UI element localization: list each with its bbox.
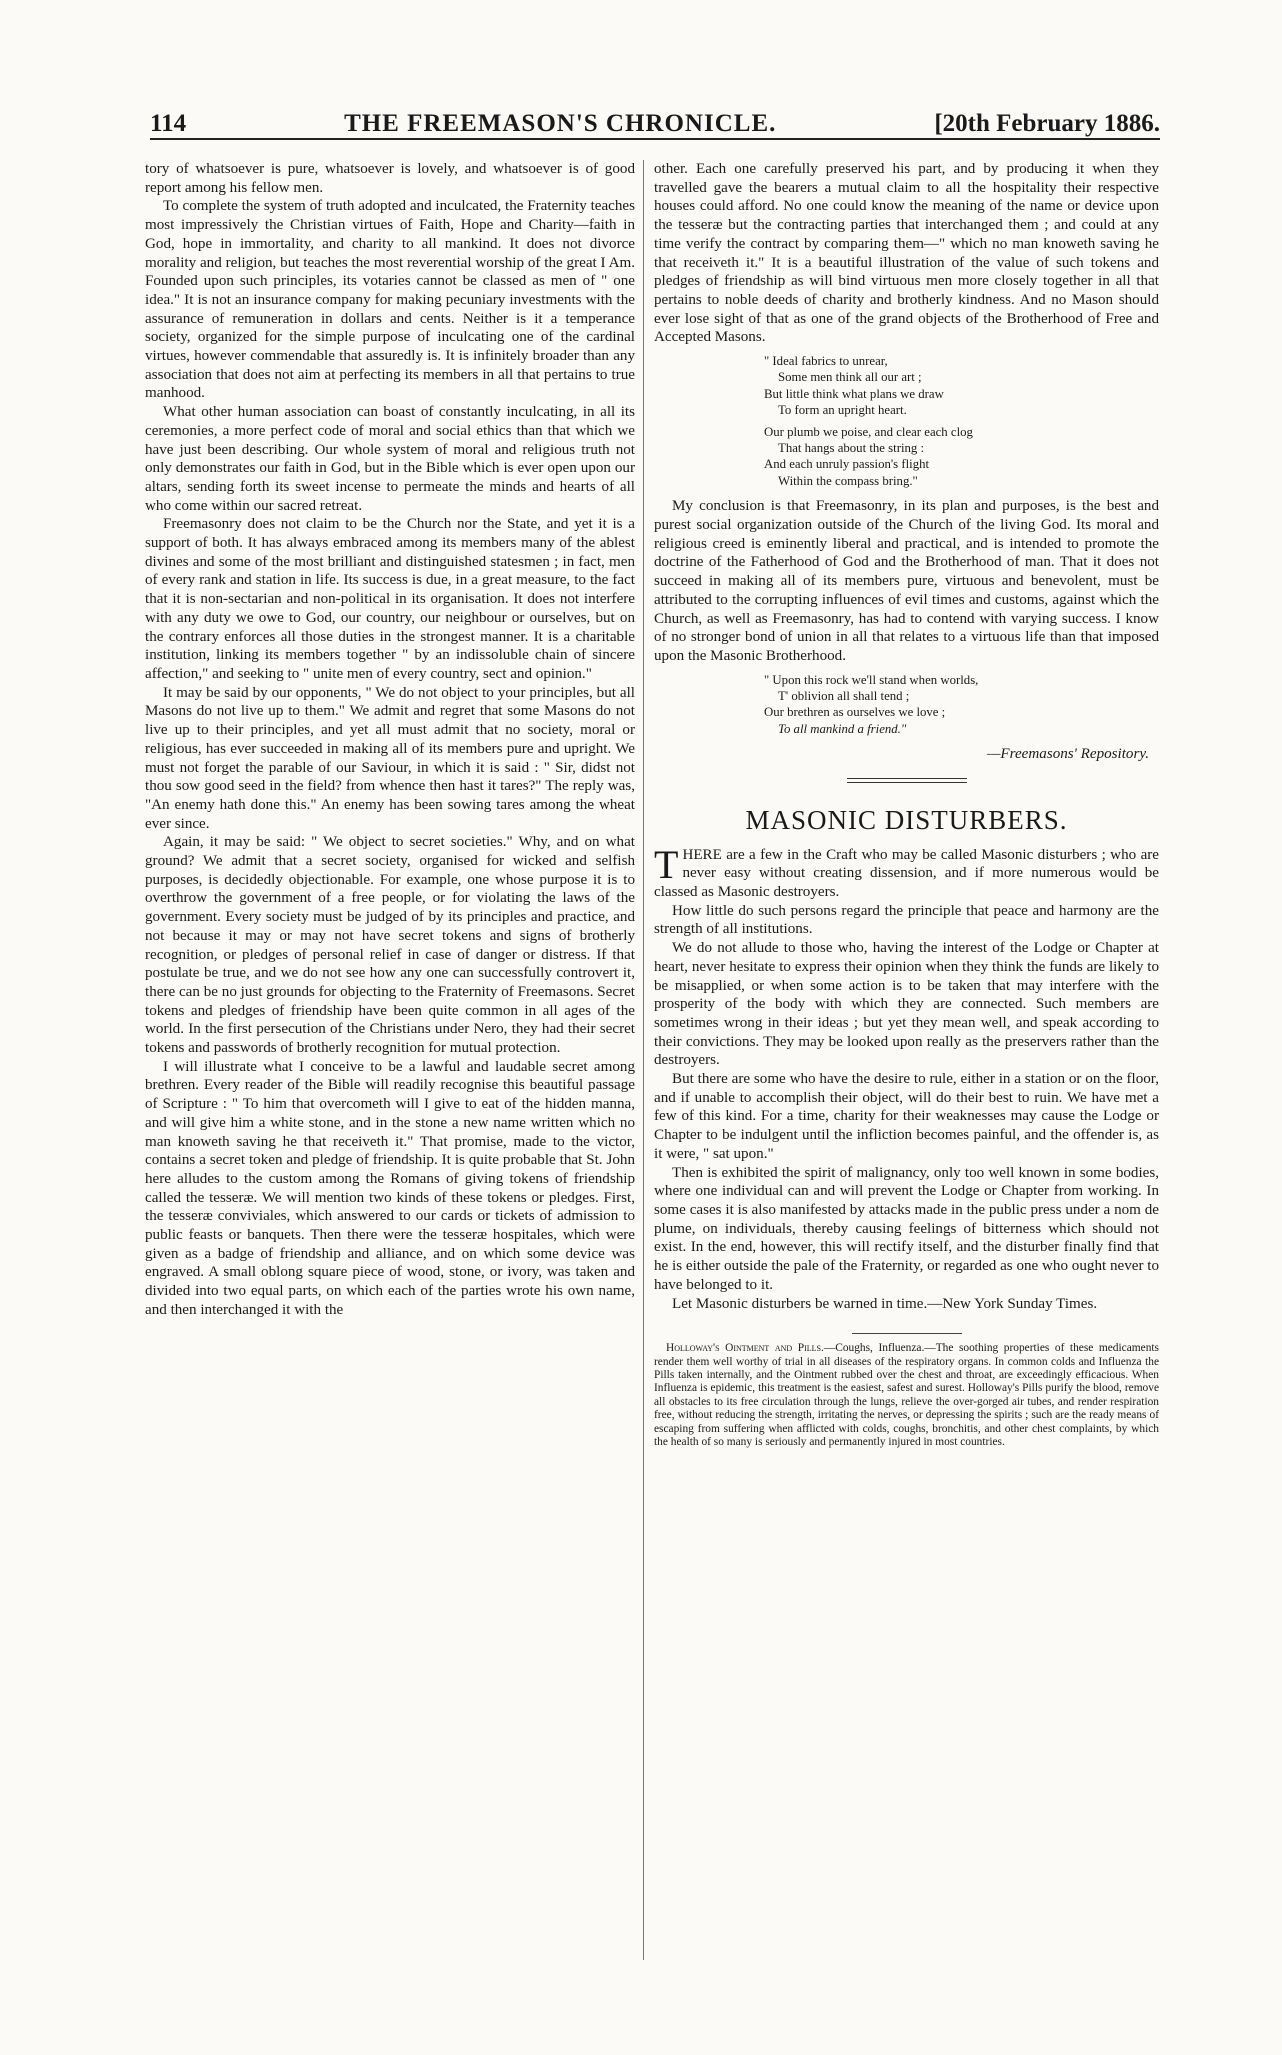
attribution: —Freemasons' Repository. [987, 746, 1149, 763]
verse-line: Some men think all our art ; [778, 370, 922, 385]
paragraph: Then is exhibited the spirit of malignancy, only too well known in some bodies, where one individual can and will prevent the Lodge or Chapter from working. In some cases it is also manifested by attacks made in the public press under a nom de plume, on individuals, thereby causing feelings of bitterness which should not exist. In the end, however, this will rectify itself, and the disturber finally find that he is either outside the pale of the Fraternity, or regarded as one who ought never to have belonged to it. [654, 1164, 1159, 1293]
verse-line: Our plumb we poise, and clear each clog [764, 424, 973, 439]
column-divider [643, 160, 644, 1960]
verse-block [654, 353, 1159, 489]
stanza [764, 424, 1159, 490]
masthead [150, 104, 1160, 140]
paragraph: We do not allude to those who, having the interest of the Lodge or Chapter at heart, never hesitate to express their opinion when they think the funds are likely to be misapplied, or when some action is to be taken that may interfere with the prosperity of the body with which they are connected. Such members are sometimes wrong in their ideas ; but yet they mean well, and speak according to their convictions. They may be looked upon really as the preservers rather than the destroyers. [654, 940, 1159, 1069]
verse-line: " Ideal fabrics to unrear, [764, 354, 888, 369]
section-rule [847, 778, 967, 783]
verse-line: That hangs about the string : [778, 441, 925, 456]
left-column [145, 160, 635, 1320]
right-column [654, 160, 1159, 1449]
paragraph: How little do such persons regard the principle that peace and harmony are the strength of all institutions. [654, 902, 1159, 938]
paragraph: I will illustrate what I conceive to be a lawful and laudable secret among brethren. Every reader of the Bible will readily recognise this beautiful passage of Scripture : " To him that overcometh will I give to eat of the hidden manna, and will give him a white stone, and in the stone a new name written which no man knoweth saving he that receiveth it." That promise, made to the victor, contains a secret token and pledge of friendship. It is quite probable that St. John here alludes to the custom among the Romans of giving tokens of friendship called the tesseræ. We will mention two kinds of these tokens or pledges. First, the tesseræ conviviales, which answered to our cards or tickets of admission to public feasts or banquets. Then there were the tesseræ hospitales, which were given as a badge of friendship and alliance, and on which some device was engraved. A small oblong square piece of wood, stone, or ivory, was taken and divided into two equal parts, on which each of the parties wrote his own name, and then interchanged it with the [145, 1058, 635, 1318]
verse-line: Within the compass bring." [778, 473, 918, 488]
advert-lead: Holloway's Ointment and Pills. [666, 1342, 824, 1355]
paragraph: Let Masonic disturbers be warned in time.—New York Sunday Times. [672, 1295, 1098, 1312]
advert-text: —Coughs, Influenza.—The soothing properties of these medicaments render them well worthy of trial in all diseases of the respiratory organs. In common colds and Influenza the Pills taken internally, and the Ointment rubbed over the chest and throat, are exceedingly efficacious. When Influenza is epidemic, this treatment is the easiest, safest and surest. Holloway's Pills purify the blood, remove all obstacles to its free circulation through the lungs, relieve the over-gorged air tubes, and render respiration free, without reducing the strength, irritating the nerves, or depressing the spirits ; such are the ready means of escaping from suffering when afflicted with colds, coughs, bronchitis, and other chest complaints, by which the health of so many is seriously and permanently injured in most countries. [654, 1342, 1159, 1449]
paragraph-text: HERE are a few in the Craft who may be called Masonic disturbers ; who are never easy without creating dissension, and if more numerous would be classed as Masonic destroyers. [654, 846, 1159, 901]
verse-line: Our brethren as ourselves we love ; [764, 705, 946, 720]
paragraph: To complete the system of truth adopted and inculcated, the Fraternity teaches most impressively the Christian virtues of Faith, Hope and Charity—faith in God, hope in immortality, and charity to all mankind. It does not divorce morality and religion, but teaches the most reverential worship of the great I Am. Founded upon such principles, its votaries cannot be classed as men of " one idea." It is not an insurance company for making pecuniary investments with the assurance of remuneration in dollars and cents. Neither is it a temperance society, organized for the simple purpose of inculcating one of the cardinal virtues, however commendable that assuredly is. It is infinitely broader than any association that does not aim at perfecting its members in all that pertains to true manhood. [145, 198, 635, 402]
verse-line: " Upon this rock we'll stand when worlds, [764, 672, 979, 687]
verse-line: T' oblivion all shall tend ; [778, 689, 910, 704]
verse-line: To form an upright heart. [778, 403, 907, 418]
stanza [764, 353, 1159, 419]
verse-line: To all mankind a friend." [778, 721, 907, 736]
issue-date: [20th February 1886. [934, 110, 1160, 137]
advert-rule [852, 1333, 962, 1334]
paragraph: Again, it may be said: " We object to secret societies." Why, and on what ground? We admit that a secret society, organised for wicked and selfish purposes, is decidedly objectionable. For example, one whose purpose it is to overthrow the government of a free people, or for violating the laws of the government. Every society must be judged of by its principles and practice, and not because it may or may not have secret tokens and signs of brotherly recognition, or pledges of personal relief in case of danger or distress. If that postulate be true, and we do not see how any one can successfully controvert it, there can be no just grounds for objecting to the Fraternity of Freemasons. Secret tokens and pledges of friendship have been quite common in all ages of the world. In the first persecution of the Christians under Nero, they had their secret tokens and passwords of brotherly recognition for mutual protection. [145, 834, 635, 1057]
paragraph: tory of whatsoever is pure, whatsoever is lovely, and whatsoever is of good report among his fellow men. [145, 161, 635, 196]
paragraph [654, 841, 1159, 902]
paragraph: What other human association can boast of constantly inculcating, in all its ceremonies, a more perfect code of moral and social ethics than that which we have just been describing. Our whole system of moral and religious truth not only demonstrates our faith in God, but in the Bible which is ever open upon our altars, sending forth its sweet incense to permeate the minds and hearts of all who come within our sacred retreat. [145, 404, 635, 514]
verse-line: But little think what plans we draw [764, 386, 944, 401]
section-heading: MASONIC DISTURBERS. [745, 804, 1068, 835]
advertisement [654, 1342, 1159, 1449]
paragraph: My conclusion is that Freemasonry, in its plan and purposes, is the best and purest social organization outside of the Church of the living God. Its moral and religious creed is eminently liberal and practical, and is intended to promote the doctrine of the Fatherhood of God and the Brotherhood of man. That it does not succeed in making all of its members pure, virtuous and benevolent, must be attributed to the corrupting influences of evil times and customs, against which the Church, as well as Freemasonry, has had to contend with varying success. I know of no stronger bond of union in all that relates to a virtuous life than that imposed upon the Masonic Brotherhood. [654, 498, 1159, 664]
drop-cap: T [654, 841, 679, 887]
paragraph: It may be said by our opponents, " We do not object to your principles, but all Masons do not live up to them." We admit and regret that some Masons do not live up to their principles, and yet all must admit that no society, moral or religious, has ever succeeded in making all of its members pure and upright. We must not forget the parable of our Saviour, in which it is said : " Sir, didst not thou sow good seed in the field? from whence then hast it tares?" The reply was, "An enemy hath done this." An enemy has been sowing tares among the wheat ever since. [145, 684, 635, 832]
paragraph: other. Each one carefully preserved his part, and by producing it when they travelled gave the bearers a mutual claim to all the hospitality their respective houses could afford. No one could know the meaning of the name or device upon the tesseræ but the contracting parties that interchanged them ; and could at any time verify the contract by comparing them—" which no man knoweth saving he that receiveth it." It is a beautiful illustration of the value of such tokens and pledges of friendship as will bind virtuous men more closely together in all that pertains to noble deeds of charity and brotherly kindness. And no Mason should ever lose sight of that as one of the grand objects of the Brotherhood of Free and Accepted Masons. [654, 161, 1159, 346]
page-number: 114 [150, 110, 187, 137]
paragraph: But there are some who have the desire to rule, either in a station or on the floor, and if unable to accomplish their object, will do their best to ruin. We have met a few of this kind. For a time, charity for their weaknesses may cause the Lodge or Chapter to be indulgent until the infliction becomes painful, and the offender is, as it were, " sat upon." [654, 1071, 1159, 1162]
verse-line: And each unruly passion's flight [764, 457, 930, 472]
paragraph: Freemasonry does not claim to be the Church nor the State, and yet it is a support of both. It has always embraced among its members many of the ablest divines and some of the most brilliant and distinguished statesmen ; in fact, men of every rank and station in life. Its success is due, in a great measure, to the fact that it is non-sectarian and non-political in its organisation. It does not interfere with any duty we owe to God, our country, our neighbour or ourselves, but on the contrary enforces all those duties in the strongest manner. It is a charitable institution, linking its members together " by an indissoluble chain of sincere affection," and seeking to " unite men of every country, sect and opinion." [145, 516, 635, 682]
publication-title: THE FREEMASON'S CHRONICLE. [344, 110, 777, 137]
verse-block [654, 672, 1159, 738]
